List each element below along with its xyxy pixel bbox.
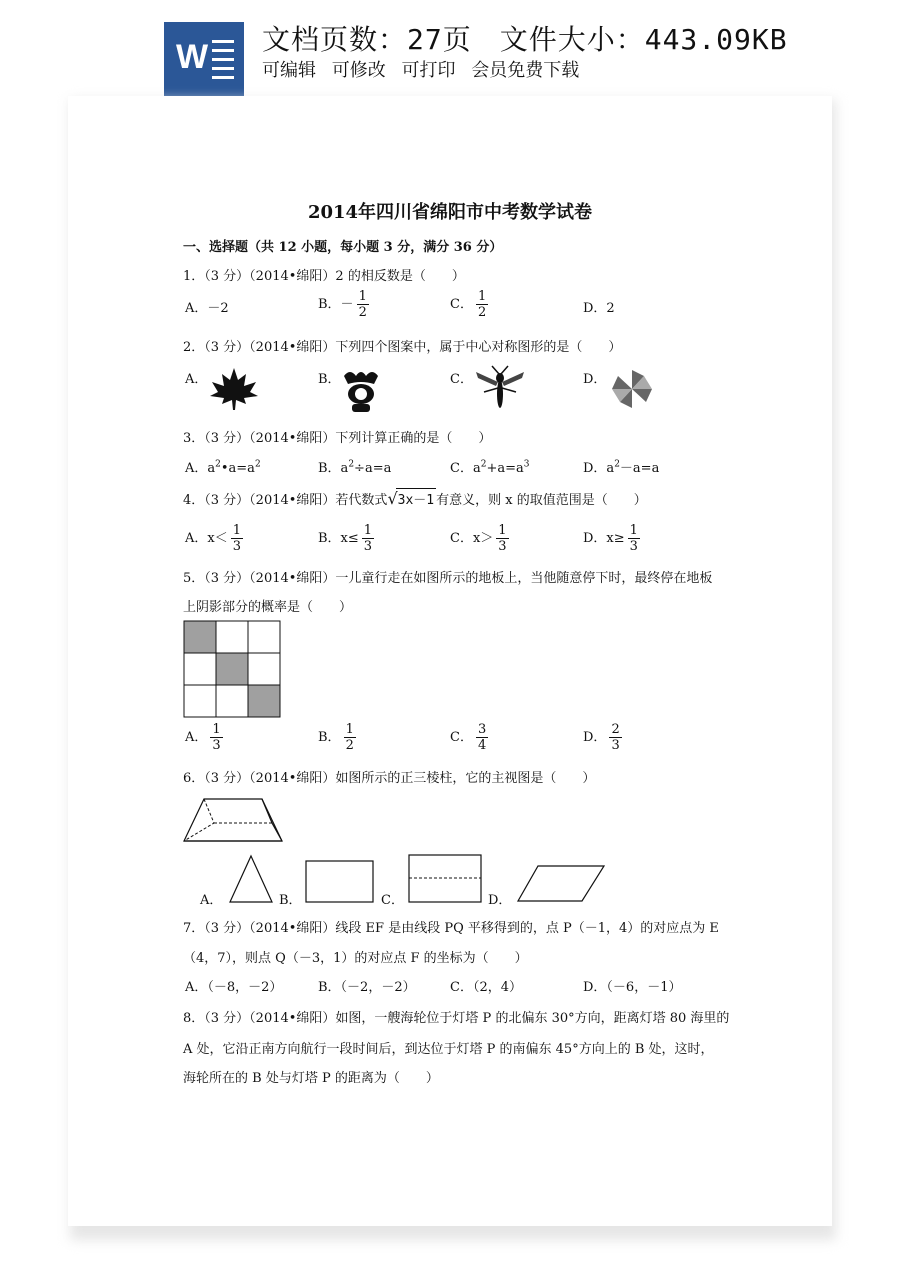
q5-option-d: D． $\frac{2}{3}$ <box>583 722 620 753</box>
q5-option-a: A． $\frac{1}{3}$ <box>185 722 221 753</box>
q1-option-a: A．－2 <box>185 301 229 316</box>
question-7-stem-line1: 7．（3 分）（2014•绵阳）线段 EF 是由线段 PQ 平移得到的，点 P（－1，4）的对应点为 E <box>183 921 719 936</box>
parallelogram-view-figure <box>516 864 606 904</box>
q7-option-a: A．（－8，－2） <box>185 980 283 995</box>
word-document-icon <box>164 22 244 96</box>
question-8-stem-line3: 海轮所在的 B 处与灯塔 P 的距离为（ ） <box>183 1071 439 1086</box>
q3-option-c: C．$a^2+a=a^3$ <box>450 459 530 476</box>
q5-option-c: C． $\frac{3}{4}$ <box>450 722 487 753</box>
q4-option-a: A．x＜ $\frac{1}{3}$ <box>185 523 242 554</box>
rectangle-dashed-view-figure <box>408 854 483 904</box>
insect-figure <box>474 364 526 414</box>
question-4-stem: 4．（3 分）（2014•绵阳）若代数式√3x－1 有意义，则 x 的取值范围是（ ） <box>183 489 647 508</box>
feature-editable: 可编辑 <box>262 60 316 81</box>
download-banner <box>0 0 900 96</box>
brand-letter: W <box>176 38 209 76</box>
q2-option-b: B． <box>318 372 341 387</box>
q3-option-a: A．$a^2•a=a^2$ <box>185 459 261 476</box>
question-8-stem-line2: A 处，它沿正南方向航行一段时间后，到达位于灯塔 P 的南偏东 45°方向上的 B 处，这时， <box>183 1042 714 1057</box>
feature-modifiable: 可修改 <box>331 60 386 81</box>
feature-free-download: 会员免费下载 <box>471 60 580 81</box>
q6-option-b: B． <box>279 893 302 908</box>
question-1-stem: 1．（3 分）（2014•绵阳）2 的相反数是（ ） <box>183 269 465 284</box>
maple-leaf-figure <box>208 366 260 412</box>
q2-option-c: C． <box>450 372 473 387</box>
question-3-stem: 3．（3 分）（2014•绵阳）下列计算正确的是（ ） <box>183 431 492 446</box>
q7-option-d: D．（－6，－1） <box>583 980 682 995</box>
q2-option-a: A． <box>185 372 208 387</box>
q6-option-c: C． <box>381 893 404 908</box>
question-2-stem: 2．（3 分）（2014•绵阳）下列四个图案中，属于中心对称图形的是（ ） <box>183 340 622 355</box>
question-6-stem: 6．（3 分）（2014•绵阳）如图所示的正三棱柱，它的主视图是（ ） <box>183 771 596 786</box>
q2-option-d: D． <box>583 372 607 387</box>
triangle-view-figure <box>228 854 274 904</box>
section-heading: 一、选择题（共 12 小题，每小题 3 分，满分 36 分） <box>183 240 503 255</box>
radicand: 3x－1 <box>396 488 436 508</box>
q7-option-b: B．（－2，－2） <box>318 980 416 995</box>
feature-list <box>262 56 589 82</box>
page-count: 文档页数：27页 <box>262 23 472 56</box>
feature-printable: 可打印 <box>401 60 456 81</box>
question-5-stem-line1: 5．（3 分）（2014•绵阳）一儿童行走在如图所示的地板上，当他随意停下时，最终停在地板 <box>183 571 713 586</box>
triangular-prism-figure <box>182 795 286 847</box>
question-7-stem-line2: （4，7），则点 Q（－3，1）的对应点 F 的坐标为（ ） <box>183 951 528 966</box>
question-5-stem-line2: 上阴影部分的概率是（ ） <box>183 600 353 615</box>
q1-option-d: D．2 <box>583 301 615 316</box>
q4-option-c: C．x＞ $\frac{1}{3}$ <box>450 523 507 554</box>
floor-grid-figure <box>183 620 281 718</box>
q6-option-a: A． <box>200 893 223 908</box>
file-meta <box>262 18 816 58</box>
ornament-figure <box>340 366 382 414</box>
rectangle-view-figure <box>305 860 375 904</box>
q7-option-c: C．（2，4） <box>450 980 522 995</box>
q1-option-b: B．－ $\frac{1}{2}$ <box>318 289 367 320</box>
question-8-stem-line1: 8．（3 分）（2014•绵阳）如图，一艘海轮位于灯塔 P 的北偏东 30°方向，距离灯塔 80 海里的 <box>183 1011 730 1026</box>
q6-option-d: D． <box>488 893 512 908</box>
q4-option-b: B．x≤ $\frac{1}{3}$ <box>318 523 373 554</box>
q1-option-c: C． $\frac{1}{2}$ <box>450 289 487 320</box>
q3-option-b: B．$a^2\div a=a$ <box>318 459 392 476</box>
q4-option-d: D．x≥ $\frac{1}{3}$ <box>583 523 638 554</box>
document-title: 2014年四川省绵阳市中考数学试卷 <box>307 202 593 223</box>
q5-option-b: B． $\frac{1}{2}$ <box>318 722 354 753</box>
pinwheel-figure <box>606 366 658 412</box>
file-size: 文件大小：443.09KB <box>499 23 788 56</box>
q3-option-d: D．$a^2-a=a$ <box>583 459 660 476</box>
